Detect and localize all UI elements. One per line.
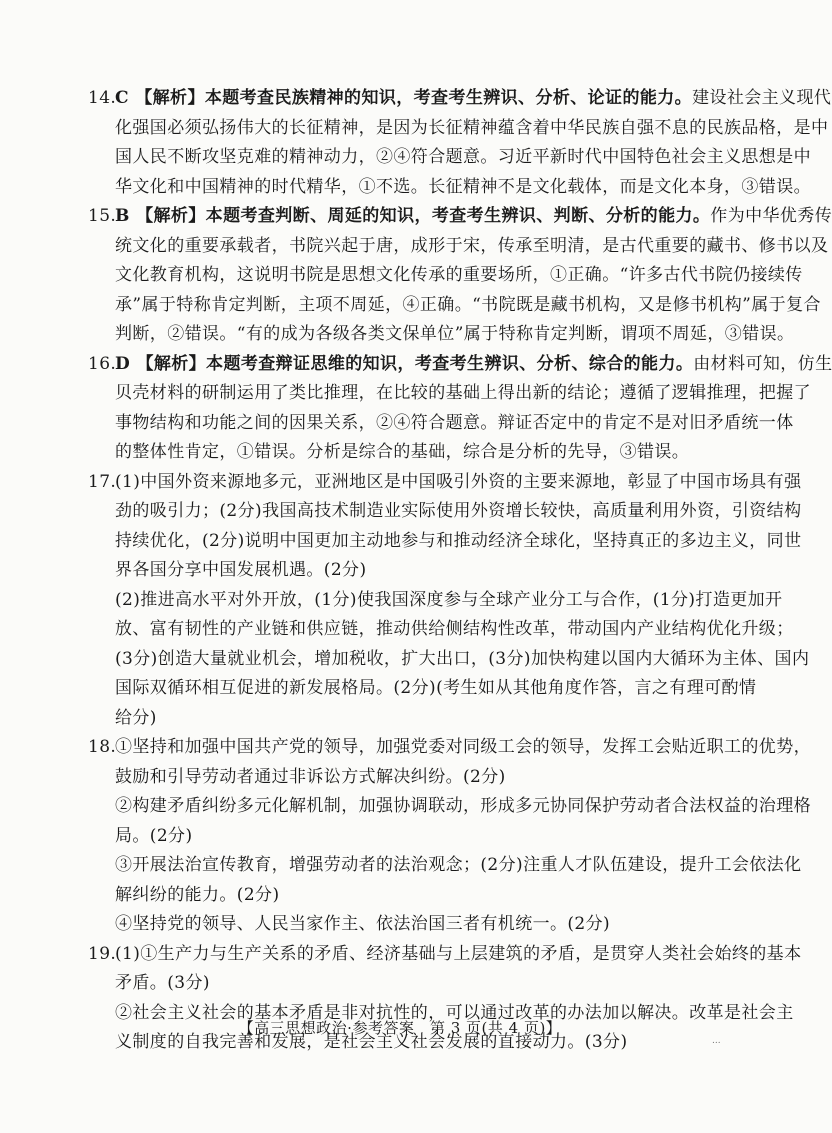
answer-text: ①坚持和加强中国共产党的领导，加强党委对同级工会的领导，发挥工会贴近职工的优势，: [115, 737, 811, 757]
answer-15: [88, 202, 832, 350]
answer-text: ②社会主义社会的基本矛盾是非对抗性的，可以通过改革的办法加以解决。改革是社会主: [115, 1002, 794, 1023]
analysis-heading: C 【解析】本题考查民族精神的知识，考查考生辨识、分析、论证的能力。: [115, 88, 693, 108]
answer-text: 事物结构和功能之间的因果关系，②④符合题意。辩证否定中的肯定不是对旧矛盾统一体: [115, 412, 794, 433]
answer-text: ③开展法治宣传教育，增强劳动者的法治观念；(2分)注重人才队伍建设，提升工会依法化: [115, 855, 802, 875]
question-number: 18.: [88, 737, 117, 757]
answer-text: (3分)创造大量就业机会，增加税收，扩大出口，(3分)加快构建以国内大循环为主体、国内: [115, 648, 810, 669]
answer-text: 统文化的重要承载者，书院兴起于唐，成形于宋，传承至明清，是古代重要的藏书、修书以及: [115, 235, 829, 256]
answer-text: (1)中国外资来源地多元，亚洲地区是中国吸引外资的主要来源地，彰显了中国市场具有强: [115, 471, 802, 492]
answer-text: 义制度的自我完善和发展，是社会主义社会发展的直接动力。(3分): [115, 1032, 628, 1052]
corner-mark: ...: [712, 1036, 721, 1046]
question-number: 19.: [88, 943, 117, 964]
answer-19: [88, 940, 802, 1058]
question-number: 15.: [88, 206, 117, 226]
answer-text: 国人民不断攻坚克难的精神动力，②④符合题意。习近平新时代中国特色社会主义思想是中: [115, 147, 811, 167]
answer-text: ②构建矛盾纠纷多元化解机制，加强协调联动，形成多元协同保护劳动者合法权益的治理格: [115, 796, 811, 816]
answer-text: 劲的吸引力；(2分)我国高技术制造业实际使用外资增长较快，高质量利用外资，引资结构: [115, 501, 802, 521]
answer-text: 建设社会主义现代: [692, 88, 832, 108]
answer-18: [88, 733, 811, 940]
answer-text: 放、富有韧性的产业链和供应链，推动供给侧结构性改革，带动国内产业结构优化升级；: [115, 619, 794, 639]
answer-text: ④坚持党的领导、人民当家作主、依法治国三者有机统一。(2分): [115, 914, 611, 934]
answer-text: (1)①生产力与生产关系的矛盾、经济基础与上层建筑的矛盾，是贯穿人类社会始终的基本: [115, 943, 802, 964]
answer-text: 判断，②错误。“有的成为各级各类文保单位”属于特称肯定判断，谓项不周延，③错误。: [115, 324, 795, 344]
answer-text: 贝壳材料的研制运用了类比推理，在比较的基础上得出新的结论；遵循了逻辑推理，把握了: [115, 383, 811, 403]
answer-text: 承”属于特称肯定判断，主项不周延，④正确。“书院既是藏书机构，又是修书机构”属于复合: [115, 294, 821, 315]
answer-text: 解纠纷的能力。(2分): [115, 884, 280, 905]
answer-text: 华文化和中国精神的时代精华，①不选。长征精神不是文化载体，而是文化本身，③错误。: [115, 176, 811, 197]
answer-page: [88, 84, 832, 1058]
answer-text: (2)推进高水平对外开放，(1分)使我国深度参与全球产业分工与合作，(1分)打造更加开: [115, 589, 783, 610]
answer-17: [88, 468, 810, 734]
answer-16: [88, 350, 832, 468]
question-number: 16.: [88, 353, 117, 374]
answer-text: 局。(2分): [115, 825, 193, 846]
answer-14: [88, 84, 832, 202]
answer-text: 矛盾。(3分): [115, 973, 210, 993]
answer-text: 界各国分享中国发展机遇。(2分): [115, 560, 367, 580]
answer-text: 持续优化，(2分)说明中国更加主动地参与和推动经济全球化，坚持真正的多边主义，同世: [115, 530, 802, 551]
page-footer: 【高三思想政治·参考答案 第 3 页(共 4 页)】: [238, 1019, 562, 1037]
question-number: 14.: [88, 88, 117, 108]
answer-text: 鼓励和引导劳动者通过非诉讼方式解决纠纷。(2分): [115, 766, 506, 787]
answer-text: 由材料可知，仿生: [693, 353, 832, 374]
analysis-heading: B 【解析】本题考查判断、周延的知识，考查考生辨识、判断、分析的能力。: [115, 206, 711, 226]
analysis-heading: D 【解析】本题考查辩证思维的知识，考查考生辨识、分析、综合的能力。: [115, 353, 694, 374]
answer-text: 作为中华优秀传: [710, 206, 832, 226]
answer-text: 的整体性肯定，①错误。分析是综合的基础，综合是分析的先导，③错误。: [115, 442, 690, 462]
answer-text: 化强国必须弘扬伟大的长征精神，是因为长征精神蕴含着中华民族自强不息的民族品格，是中: [115, 117, 829, 138]
answer-text: 国际双循环相互促进的新发展格局。(2分)(考生如从其他角度作答，言之有理可酌情: [115, 678, 757, 698]
answer-text: 给分): [115, 707, 157, 728]
question-number: 17.: [88, 471, 117, 492]
answer-text: 文化教育机构，这说明书院是思想文化传承的重要场所，①正确。“许多古代书院仍接续传: [115, 265, 803, 285]
